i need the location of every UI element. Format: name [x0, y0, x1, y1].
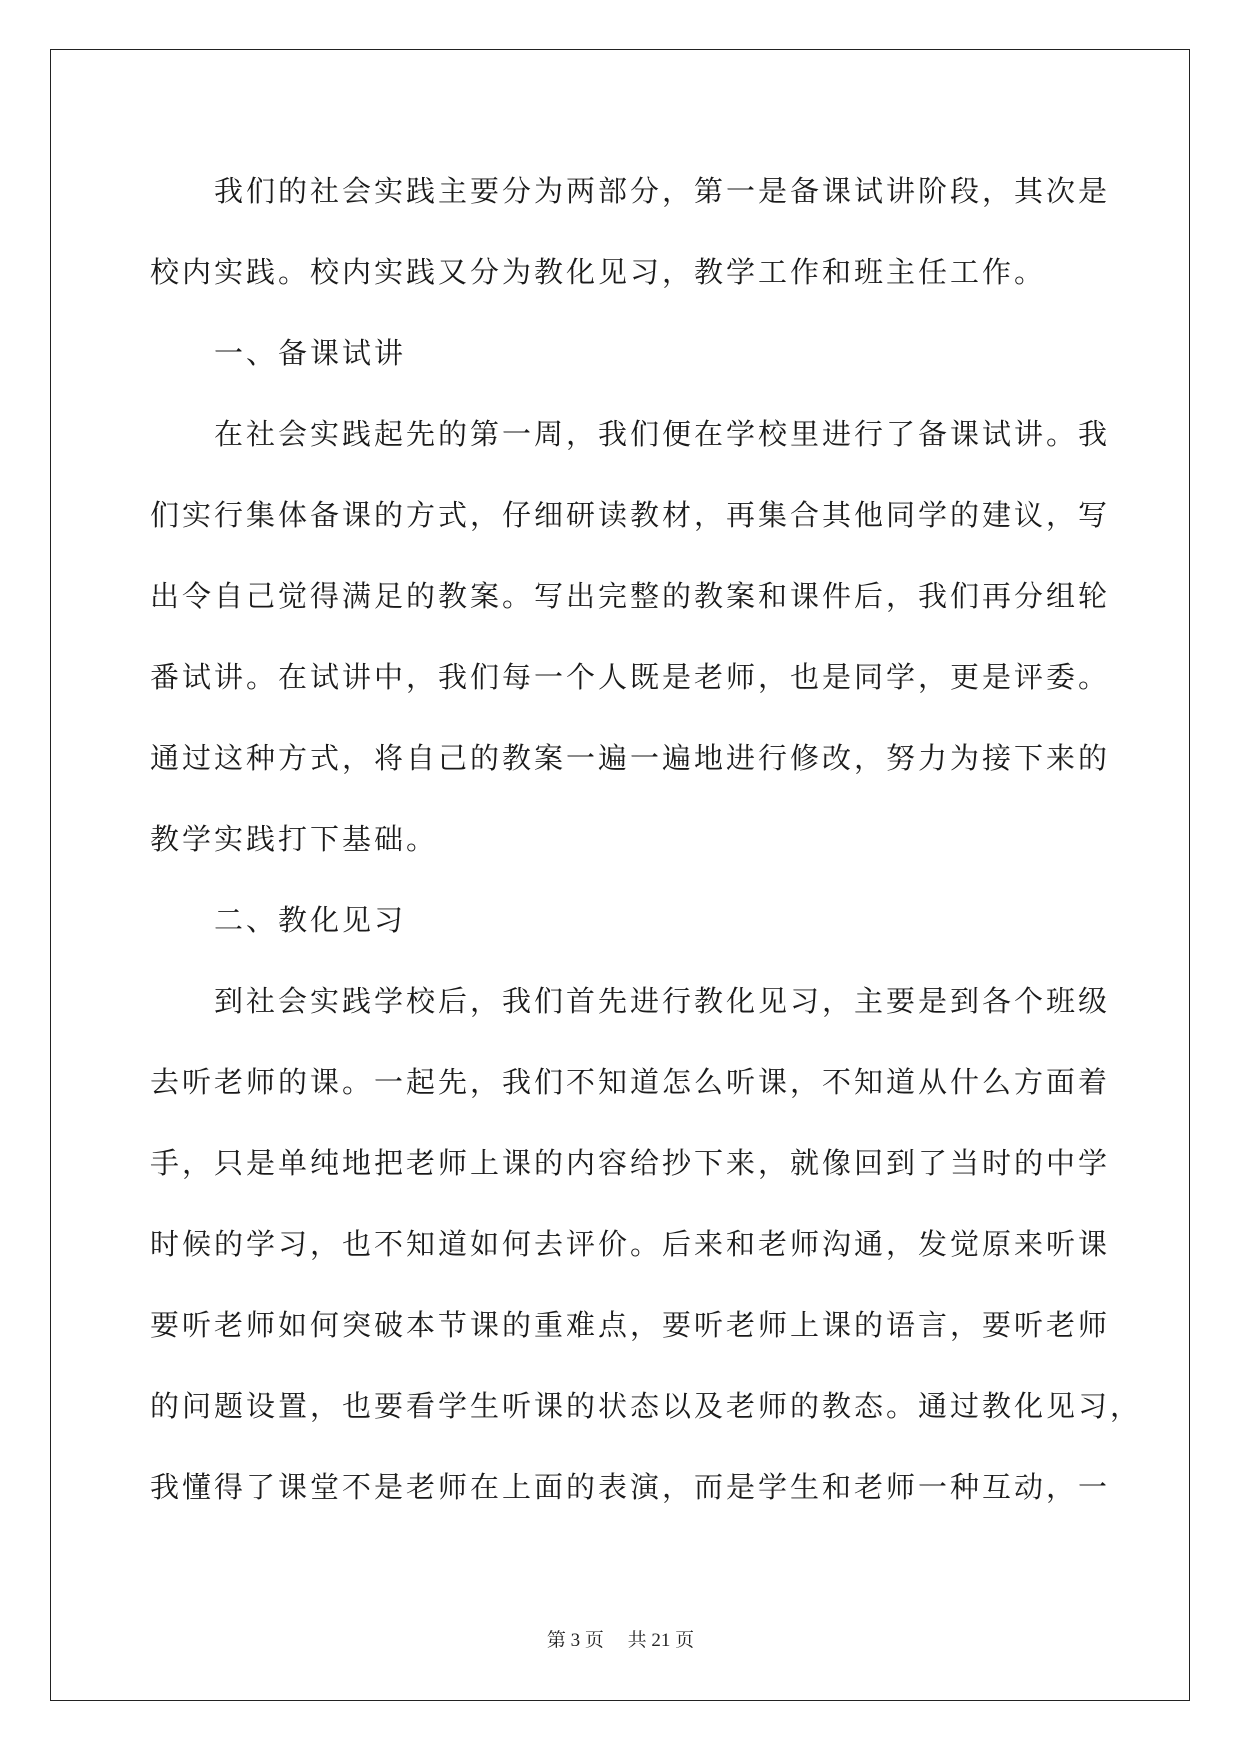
- section-heading-2: 二、教化见习: [150, 903, 407, 937]
- paragraph-2-line-2: 们实行集体备课的方式，仔细研读教材，再集合其他同学的建议，写: [150, 498, 1111, 532]
- page-number: 第 3 页 共 21 页: [546, 1630, 695, 1651]
- section-heading-1: 一、备课试讲: [150, 336, 407, 370]
- paragraph-3-line-1: 到社会实践学校后，我们首先进行教化见习，主要是到各个班级: [150, 984, 1111, 1018]
- paragraph-3-line-3: 手，只是单纯地把老师上课的内容给抄下来，就像回到了当时的中学: [150, 1146, 1111, 1180]
- paragraph-1-line-1: 我们的社会实践主要分为两部分，第一是备课试讲阶段，其次是: [150, 174, 1111, 208]
- paragraph-3-line-4: 时候的学习，也不知道如何去评价。后来和老师沟通，发觉原来听课: [150, 1227, 1111, 1261]
- paragraph-2-line-1: 在社会实践起先的第一周，我们便在学校里进行了备课试讲。我: [150, 417, 1111, 451]
- paragraph-3-line-7: 我懂得了课堂不是老师在上面的表演，而是学生和老师一种互动，一: [150, 1470, 1111, 1504]
- paragraph-2-line-6: 教学实践打下基础。: [150, 822, 439, 856]
- paragraph-2-line-4: 番试讲。在试讲中，我们每一个人既是老师，也是同学，更是评委。: [150, 660, 1111, 694]
- paragraph-2-line-5: 通过这种方式，将自己的教案一遍一遍地进行修改，努力为接下来的: [150, 741, 1111, 775]
- paragraph-1-line-2: 校内实践。校内实践又分为教化见习，教学工作和班主任工作。: [150, 255, 1047, 289]
- page-footer: [0, 1625, 1241, 1652]
- document-body: [150, 160, 1143, 1537]
- paragraph-3-line-6: 的问题设置，也要看学生听课的状态以及老师的教态。通过教化见习，: [150, 1389, 1143, 1423]
- paragraph-2-line-3: 出令自己觉得满足的教案。写出完整的教案和课件后，我们再分组轮: [150, 579, 1111, 613]
- paragraph-3-line-2: 去听老师的课。一起先，我们不知道怎么听课，不知道从什么方面着: [150, 1065, 1111, 1099]
- paragraph-3-line-5: 要听老师如何突破本节课的重难点，要听老师上课的语言，要听老师: [150, 1308, 1111, 1342]
